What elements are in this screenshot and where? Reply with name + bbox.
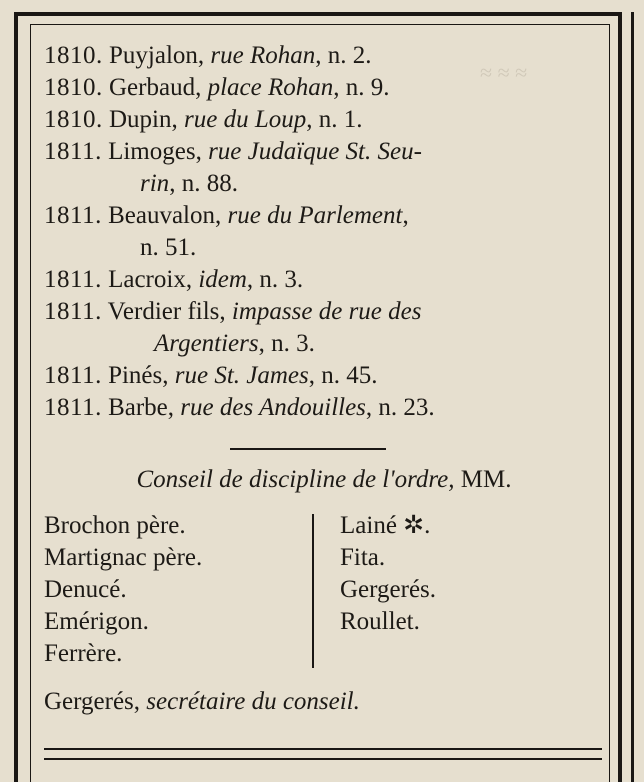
list-item: 1811. Verdier fils, impasse de rue des Argentiers, n. 3. — [44, 298, 422, 357]
page-border-right — [631, 12, 634, 782]
council-secretary — [44, 686, 360, 718]
asterism-icon: ✲. — [403, 512, 431, 539]
section-divider — [230, 448, 386, 450]
entry-address-continued: Argentiers — [154, 330, 259, 357]
entry-address: rue Rohan — [210, 42, 316, 69]
entry-number: n. 45. — [321, 362, 378, 389]
entry-address: rue du Parlement — [227, 202, 403, 229]
entry-number: n. 9. — [345, 74, 390, 101]
entry-name: Limoges — [108, 138, 196, 165]
bleed-through-text: ≈ ≈ ≈ — [480, 60, 528, 85]
entry-name: Beauvalon — [108, 202, 215, 229]
entry-address: impasse de rue des — [231, 298, 422, 325]
list-item — [340, 510, 436, 542]
entry-year: 1811. — [44, 362, 102, 389]
entry-address: rue Judaïque St. Seu- — [208, 138, 422, 165]
entry-number: n. 3. — [259, 266, 304, 293]
column-divider — [312, 514, 314, 668]
list-item: 1811. Barbe, rue des Andouilles, n. 23. — [44, 394, 435, 421]
member-list — [44, 40, 604, 424]
double-rule-divider — [44, 748, 602, 760]
list-item: Roullet. — [340, 608, 420, 635]
entry-name: Dupin — [109, 106, 172, 133]
secretary-title: secrétaire du conseil. — [146, 688, 360, 715]
entry-number: n. 51. — [140, 234, 197, 261]
entry-year: 1811. — [44, 202, 102, 229]
list-item: 1811. Limoges, rue Judaïque St. Seu- rin, n. 88. — [44, 138, 422, 197]
entry-year: 1811. — [44, 266, 102, 293]
entry-name: Lacroix — [108, 266, 186, 293]
list-item: Emérigon. — [44, 608, 149, 635]
secretary-name: Gergerés, — [44, 688, 141, 715]
entry-number: n. 2. — [327, 42, 372, 69]
list-item: Ferrère. — [44, 640, 123, 667]
entry-number: n. 1. — [318, 106, 363, 133]
council-heading-suffix: MM. — [460, 466, 512, 493]
entry-number: n. 23. — [378, 394, 435, 421]
list-item: 1811. Pinés, rue St. James, n. 45. — [44, 362, 378, 389]
council-heading — [44, 464, 604, 496]
entry-name: Barbe — [108, 394, 168, 421]
entry-address: idem — [198, 266, 247, 293]
list-item: Gergerés. — [340, 576, 437, 603]
entry-year: 1810. — [44, 42, 103, 69]
entry-address: place Rohan — [207, 74, 334, 101]
list-item: 1810. Gerbaud, place Rohan, n. 9. — [44, 74, 390, 101]
list-item: 1810. Dupin, rue du Loup, n. 1. — [44, 106, 363, 133]
entry-year: 1810. — [44, 74, 103, 101]
entry-address-continued: rin — [140, 170, 170, 197]
list-item: Brochon père. — [44, 512, 186, 539]
entry-address: rue St. James — [174, 362, 309, 389]
entry-name: Puyjalon — [109, 42, 198, 69]
entry-name: Verdier fils — [107, 298, 220, 325]
list-item: 1810. Puyjalon, rue Rohan, n. 2. — [44, 42, 372, 69]
council-members-left — [44, 510, 202, 670]
list-item: 1811. Lacroix, idem, n. 3. — [44, 266, 304, 293]
entry-year: 1811. — [44, 394, 102, 421]
list-item: Martignac père. — [44, 544, 203, 571]
entry-number: n. 3. — [271, 330, 315, 357]
entry-address: rue du Loup — [184, 106, 307, 133]
entry-year: 1811. — [44, 298, 102, 325]
member-name: Lainé — [340, 512, 397, 539]
council-heading-text: Conseil de discipline de l'ordre, — [136, 466, 455, 493]
list-item: 1811. Beauvalon, rue du Parlement, n. 51. — [44, 202, 409, 261]
entry-year: 1811. — [44, 138, 102, 165]
list-item: Fita. — [340, 544, 386, 571]
entry-number: n. 88. — [181, 170, 238, 197]
entry-name: Gerbaud — [109, 74, 196, 101]
entry-address: rue des Andouilles — [180, 394, 366, 421]
council-members-right — [340, 510, 436, 638]
entry-name: Pinés — [108, 362, 163, 389]
entry-year: 1810. — [44, 106, 103, 133]
list-item: Denucé. — [44, 576, 127, 603]
